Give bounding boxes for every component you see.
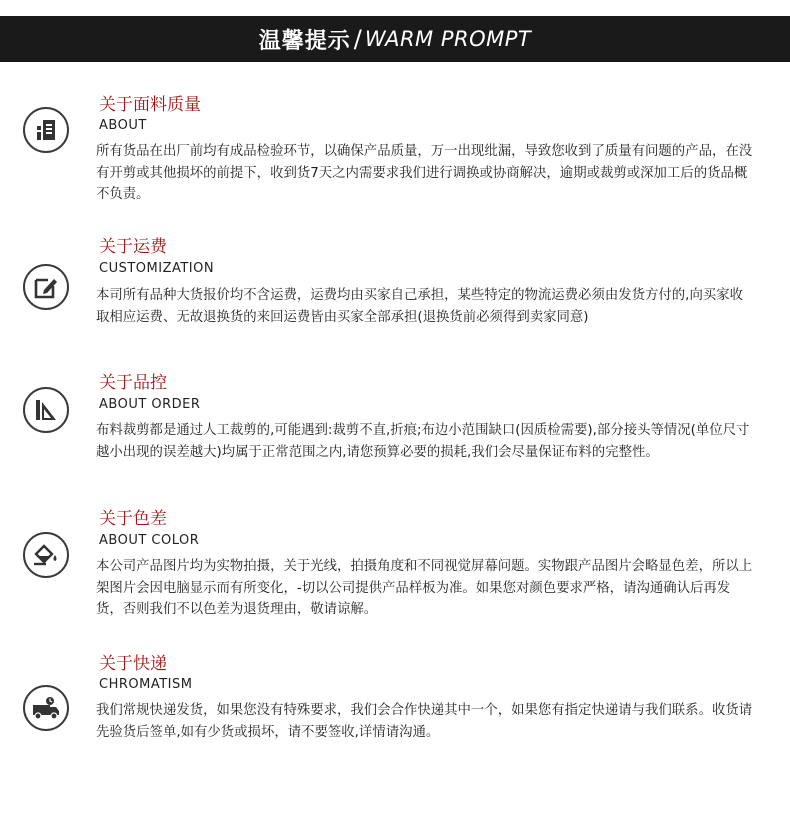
section-title: 关于快递 — [99, 654, 167, 674]
section-title: 关于色差 — [99, 509, 167, 529]
header-separator: / — [353, 25, 362, 53]
section-body: 我们常规快递发货，如果您没有特殊要求，我们会合作快递其中一个，如果您有指定快递请与我们联系。收货请先验货后签单,如有少货或损坏，请不要签收,详情请沟通。 — [96, 703, 753, 740]
header-banner — [0, 16, 790, 62]
header-title-cn: 温馨提示 — [258, 28, 351, 54]
section-body: 本公司产品图片均为实物拍摄，关于光线，拍摄角度和不同视觉屏幕问题。实物跟产品图片会略显色差，所以上架图片会因电脑显示而有所变化，-切以公司提供产品样板为准。如果您对颜色要求严格，请沟通确认后再发货，否则我们不以色差为退货理由，敬请谅解。 — [96, 559, 753, 617]
ruler-icon — [23, 387, 69, 433]
edit-icon — [23, 264, 69, 310]
section-subtitle: ABOUT ORDER — [99, 397, 201, 412]
section-subtitle: ABOUT COLOR — [99, 533, 200, 548]
section-title: 关于面料质量 — [99, 95, 201, 115]
section-title: 关于运费 — [99, 237, 167, 257]
section-subtitle: CHROMATISM — [99, 677, 193, 692]
paint-bucket-icon — [23, 532, 69, 578]
section-body: 本司所有品种大货报价均不含运费，运费均由买家自己承担，某些特定的物流运费必须由发货方付的,向买家收取相应运费、无故退换货的来回运费皆由买家全部承担(退换货前必须得到卖家同意) — [96, 288, 744, 325]
section-body: 布料裁剪都是通过人工裁剪的,可能遇到:裁剪不直,折痕;布边小范围缺口(因质检需要),部分接头等情况(单位尺寸越小出现的误差越大)均属于正常范围之内,请您预算必要的损耗,我们会尽量保证布料的完整性。 — [96, 423, 750, 460]
section-subtitle: ABOUT — [99, 118, 147, 133]
document-icon — [23, 107, 69, 153]
section-title: 关于品控 — [99, 373, 167, 393]
delivery-truck-icon — [23, 685, 69, 731]
section-subtitle: CUSTOMIZATION — [99, 261, 215, 276]
section-body: 所有货品在出厂前均有成品检验环节，以确保产品质量，万一出现纰漏，导致您收到了质量有问题的产品，在没有开剪或其他损坏的前提下，收到货7天之内需要求我们进行调换或协商解决，逾期或裁剪或深加工后的货品概不负责。 — [96, 144, 753, 202]
header-title-en: WARM PROMPT — [364, 27, 532, 51]
